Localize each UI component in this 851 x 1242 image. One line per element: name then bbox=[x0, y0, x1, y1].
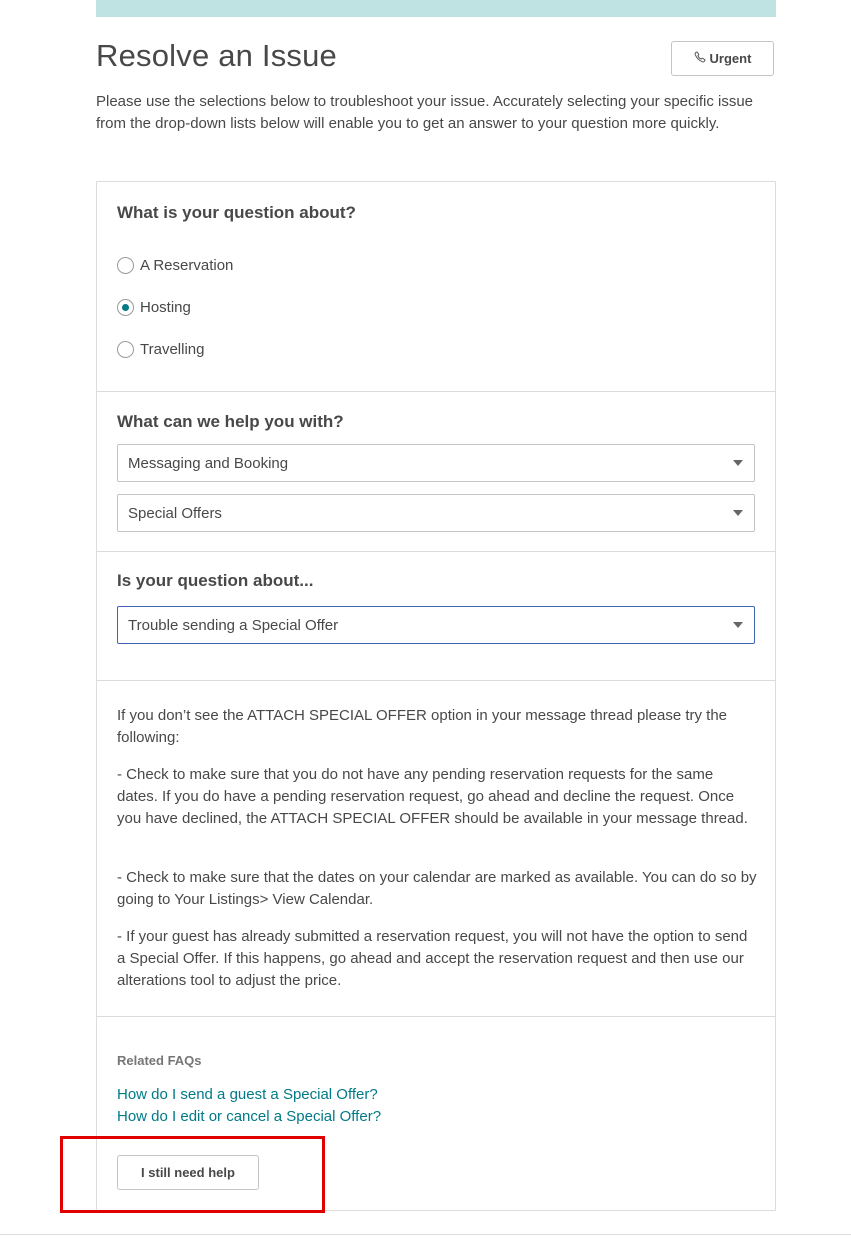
page-title: Resolve an Issue bbox=[96, 38, 337, 73]
answer-paragraph: - If your guest has already submitted a reservation request, you will not have the option to send a Special Offer. If this happens, go ahead and accept the reservation request and then use our alterations tool to adjust the price. bbox=[117, 928, 748, 989]
is-about-heading: Is your question about... bbox=[117, 571, 314, 590]
issue-card bbox=[96, 181, 776, 1211]
help-with-section bbox=[97, 392, 775, 552]
chevron-down-icon bbox=[733, 510, 743, 516]
phone-icon bbox=[694, 51, 706, 66]
subcategory-select-value: Special Offers bbox=[128, 504, 222, 522]
radio-label: Hosting bbox=[140, 299, 191, 316]
radio-button[interactable] bbox=[117, 257, 134, 274]
radio-label: Travelling bbox=[140, 341, 205, 358]
answer-paragraph: - Check to make sure that the dates on your calendar are marked as available. You can do so by going to Your Listings> View Calendar. bbox=[117, 869, 757, 908]
radio-selected-dot bbox=[122, 304, 129, 311]
category-select-value: Messaging and Booking bbox=[128, 454, 289, 472]
still-need-help-button[interactable]: I still need help bbox=[117, 1155, 259, 1190]
intro-text: Please use the selections below to troubleshoot your issue. Accurately selecting your specific issue from the drop-down lists below will enable you to get an answer to your question more quickly. bbox=[96, 93, 754, 132]
top-banner bbox=[96, 0, 776, 17]
radio-option-reservation[interactable] bbox=[117, 257, 233, 274]
answer-paragraph: - Check to make sure that you do not have any pending reservation requests for the same dates. If you do have a pending reservation request, go ahead and decline the request. Once you have declined, the ATTACH SPECIAL OFFER should be available in your message thread. bbox=[117, 766, 748, 827]
divider bbox=[0, 1234, 851, 1235]
related-faqs-label: Related FAQs bbox=[117, 1053, 202, 1068]
topic-select[interactable] bbox=[117, 606, 755, 644]
help-with-heading: What can we help you with? bbox=[117, 412, 344, 431]
radio-label: A Reservation bbox=[140, 257, 234, 274]
topic-select-value: Trouble sending a Special Offer bbox=[128, 616, 339, 634]
category-select[interactable] bbox=[117, 444, 755, 482]
urgent-label: Urgent bbox=[709, 51, 752, 66]
radio-button[interactable] bbox=[117, 341, 134, 358]
faq-link-edit-offer[interactable]: How do I edit or cancel a Special Offer? bbox=[117, 1108, 382, 1125]
radio-option-travelling[interactable] bbox=[117, 341, 204, 358]
radio-button[interactable] bbox=[117, 299, 134, 316]
radio-option-hosting[interactable] bbox=[117, 299, 191, 316]
faq-link-send-offer[interactable]: How do I send a guest a Special Offer? bbox=[117, 1086, 378, 1103]
question-about-section bbox=[97, 182, 775, 392]
question-about-heading: What is your question about? bbox=[117, 203, 356, 222]
highlight-annotation bbox=[60, 1136, 325, 1213]
urgent-button[interactable] bbox=[671, 41, 774, 76]
answer-section bbox=[97, 681, 775, 1017]
answer-paragraph: If you don’t see the ATTACH SPECIAL OFFER option in your message thread please try the following: bbox=[117, 707, 728, 746]
chevron-down-icon bbox=[733, 460, 743, 466]
chevron-down-icon bbox=[733, 622, 743, 628]
subcategory-select[interactable] bbox=[117, 494, 755, 532]
is-about-section bbox=[97, 552, 775, 681]
